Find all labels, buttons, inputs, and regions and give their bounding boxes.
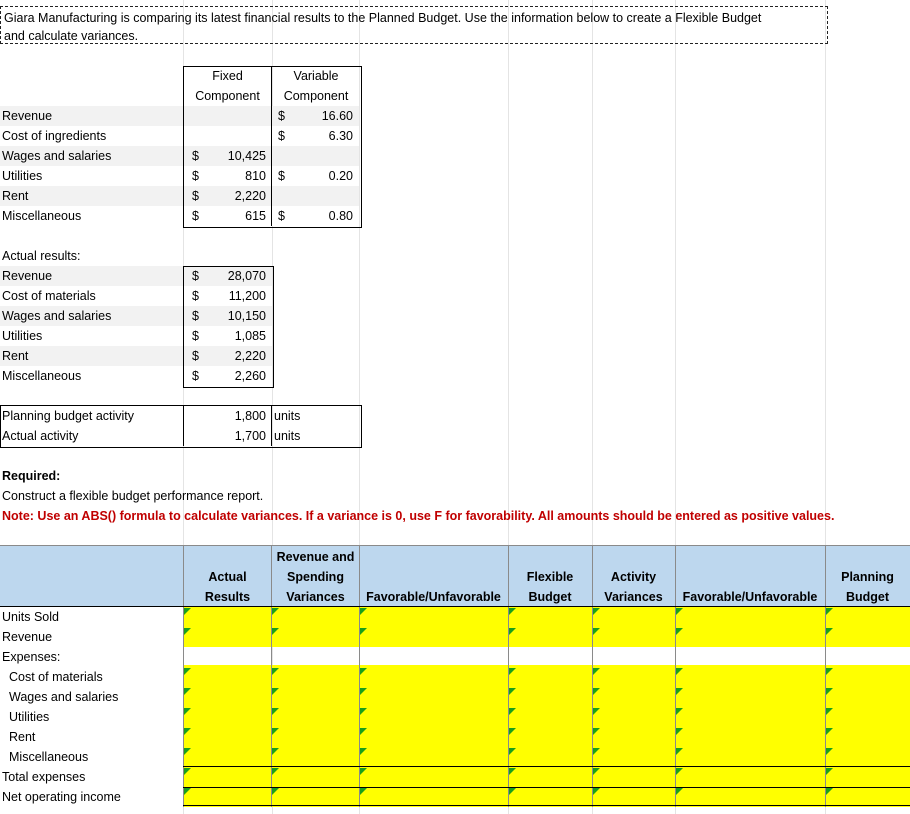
- comment-flag-icon: [826, 628, 833, 635]
- report-input-cell[interactable]: [271, 707, 359, 727]
- actual-row-label: Rent: [2, 349, 29, 363]
- comment-flag-icon: [509, 708, 516, 715]
- comment-flag-icon: [593, 668, 600, 675]
- comment-flag-icon: [509, 728, 516, 735]
- report-input-cell[interactable]: [592, 787, 675, 807]
- comment-flag-icon: [509, 668, 516, 675]
- report-input-cell[interactable]: [359, 747, 508, 767]
- report-input-cell[interactable]: [825, 787, 910, 807]
- comment-flag-icon: [509, 788, 516, 795]
- actual-row-label: Revenue: [2, 269, 53, 283]
- currency-symbol: $: [278, 209, 285, 223]
- comment-flag-icon: [593, 708, 600, 715]
- report-input-cell[interactable]: [183, 687, 271, 707]
- report-input-cell[interactable]: [271, 767, 359, 787]
- report-input-cell[interactable]: [183, 707, 271, 727]
- report-input-cell[interactable]: [592, 747, 675, 767]
- report-input-cell[interactable]: [508, 767, 592, 787]
- report-input-cell[interactable]: [508, 607, 592, 627]
- comment-flag-icon: [184, 748, 191, 755]
- actual-row-label: Cost of materials: [2, 289, 96, 303]
- report-row-label: Rent: [9, 730, 36, 744]
- report-input-cell[interactable]: [359, 607, 508, 627]
- report-input-cell[interactable]: [675, 607, 825, 627]
- intro-textbox: [0, 6, 828, 44]
- actual-value: 1,085: [234, 329, 266, 343]
- report-input-cell[interactable]: [675, 767, 825, 787]
- report-row-label: Units Sold: [2, 610, 59, 624]
- comment-flag-icon: [826, 788, 833, 795]
- cost-row-label: Utilities: [2, 169, 43, 183]
- col-header-favorable-unfavorable-2: Favorable/Unfavorable: [682, 590, 818, 604]
- report-input-cell[interactable]: [359, 707, 508, 727]
- report-input-cell[interactable]: [825, 727, 910, 747]
- actual-row-label: Miscellaneous: [2, 369, 82, 383]
- variable-value: 16.60: [321, 109, 353, 123]
- report-input-cell[interactable]: [359, 787, 508, 807]
- comment-flag-icon: [593, 788, 600, 795]
- comment-flag-icon: [272, 688, 279, 695]
- comment-flag-icon: [360, 748, 367, 755]
- comment-flag-icon: [593, 728, 600, 735]
- comment-flag-icon: [360, 708, 367, 715]
- report-input-cell[interactable]: [825, 707, 910, 727]
- actual-value: 2,260: [234, 369, 266, 383]
- comment-flag-icon: [360, 688, 367, 695]
- report-row-label: Miscellaneous: [9, 750, 89, 764]
- report-input-cell[interactable]: [271, 607, 359, 627]
- intro-line-2: and calculate variances.: [4, 29, 139, 43]
- comment-flag-icon: [272, 668, 279, 675]
- currency-symbol: $: [278, 129, 285, 143]
- comment-flag-icon: [360, 768, 367, 775]
- currency-symbol: $: [192, 349, 199, 363]
- report-input-cell[interactable]: [675, 627, 825, 647]
- comment-flag-icon: [826, 708, 833, 715]
- comment-flag-icon: [360, 728, 367, 735]
- report-input-cell[interactable]: [183, 767, 271, 787]
- actual-row-label: Wages and salaries: [2, 309, 112, 323]
- comment-flag-icon: [184, 788, 191, 795]
- col-header-planning-budget: Planning Budget: [841, 570, 894, 604]
- report-input-cell[interactable]: [675, 707, 825, 727]
- comment-flag-icon: [509, 768, 516, 775]
- comment-flag-icon: [360, 788, 367, 795]
- report-input-cell[interactable]: [183, 607, 271, 627]
- comment-flag-icon: [184, 768, 191, 775]
- report-input-cell[interactable]: [183, 667, 271, 687]
- comment-flag-icon: [272, 708, 279, 715]
- report-input-cell[interactable]: [675, 787, 825, 807]
- report-row-label: Net operating income: [2, 790, 121, 804]
- comment-flag-icon: [509, 748, 516, 755]
- comment-flag-icon: [272, 628, 279, 635]
- activity-label: Planning budget activity: [2, 409, 135, 423]
- activity-value: 1,700: [234, 429, 266, 443]
- currency-symbol: $: [192, 269, 199, 283]
- report-row-label: Total expenses: [2, 770, 86, 784]
- currency-symbol: $: [192, 189, 199, 203]
- comment-flag-icon: [826, 608, 833, 615]
- report-input-cell[interactable]: [271, 667, 359, 687]
- report-input-cell[interactable]: [675, 747, 825, 767]
- intro-line-1: Giara Manufacturing is comparing its latest financial results to the Planned Budget. Use the information below to create a Flexible Budget: [4, 11, 762, 25]
- col-header-activity-variances: Activity Variances: [604, 570, 663, 604]
- actual-row-label: Utilities: [2, 329, 43, 343]
- report-input-cell[interactable]: [359, 687, 508, 707]
- comment-flag-icon: [593, 768, 600, 775]
- comment-flag-icon: [360, 608, 367, 615]
- report-row-label: Wages and salaries: [9, 690, 119, 704]
- comment-flag-icon: [826, 728, 833, 735]
- report-input-cell[interactable]: [271, 747, 359, 767]
- report-input-cell[interactable]: [508, 707, 592, 727]
- currency-symbol: $: [192, 309, 199, 323]
- comment-flag-icon: [272, 768, 279, 775]
- actual-value: 28,070: [227, 269, 266, 283]
- report-input-cell[interactable]: [508, 787, 592, 807]
- comment-flag-icon: [272, 728, 279, 735]
- fixed-value: 615: [245, 209, 266, 223]
- comment-flag-icon: [593, 748, 600, 755]
- fixed-header-2: Component: [195, 89, 260, 103]
- report-input-cell[interactable]: [592, 687, 675, 707]
- activity-value: 1,800: [234, 409, 266, 423]
- col-header-flexible-budget: Flexible Budget: [526, 570, 574, 604]
- required-title: Required:: [2, 469, 61, 483]
- fixed-value: 810: [245, 169, 266, 183]
- comment-flag-icon: [676, 748, 683, 755]
- comment-flag-icon: [184, 708, 191, 715]
- actual-value: 2,220: [234, 349, 266, 363]
- report-input-cell[interactable]: [675, 687, 825, 707]
- actual-value: 11,200: [228, 289, 266, 303]
- comment-flag-icon: [676, 668, 683, 675]
- currency-symbol: $: [192, 369, 199, 383]
- comment-flag-icon: [509, 608, 516, 615]
- required-note: Note: Use an ABS() formula to calculate variances. If a variance is 0, use F for favorability. All amounts should be entered as positive values.: [2, 509, 835, 523]
- variable-value: 0.80: [328, 209, 353, 223]
- report-input-cell[interactable]: [359, 767, 508, 787]
- report-row-label: Utilities: [9, 710, 50, 724]
- comment-flag-icon: [826, 748, 833, 755]
- report-input-cell[interactable]: [508, 727, 592, 747]
- comment-flag-icon: [184, 628, 191, 635]
- report-input-cell[interactable]: [825, 607, 910, 627]
- report-input-cell[interactable]: [271, 787, 359, 807]
- comment-flag-icon: [184, 668, 191, 675]
- comment-flag-icon: [826, 768, 833, 775]
- comment-flag-icon: [360, 628, 367, 635]
- report-input-cell[interactable]: [183, 627, 271, 647]
- variable-header-2: Component: [283, 89, 349, 103]
- comment-flag-icon: [509, 628, 516, 635]
- comment-flag-icon: [676, 768, 683, 775]
- fixed-header-1: Fixed: [212, 69, 243, 83]
- comment-flag-icon: [676, 688, 683, 695]
- comment-flag-icon: [593, 688, 600, 695]
- report-input-cell[interactable]: [592, 767, 675, 787]
- fixed-value: 2,220: [234, 189, 266, 203]
- col-header-favorable-unfavorable-1: Favorable/Unfavorable: [366, 590, 501, 604]
- report-input-cell[interactable]: [825, 747, 910, 767]
- currency-symbol: $: [192, 169, 199, 183]
- report-input-cell[interactable]: [271, 627, 359, 647]
- report-input-cell[interactable]: [359, 727, 508, 747]
- fixed-value: 10,425: [227, 149, 266, 163]
- comment-flag-icon: [184, 608, 191, 615]
- required-instruction: Construct a flexible budget performance report.: [2, 489, 264, 503]
- report-row-label: Expenses:: [2, 650, 61, 664]
- report-input-cell[interactable]: [359, 627, 508, 647]
- comment-flag-icon: [509, 688, 516, 695]
- actual-value: 10,150: [227, 309, 266, 323]
- comment-flag-icon: [272, 608, 279, 615]
- activity-label: Actual activity: [2, 429, 79, 443]
- report-row-label: Cost of materials: [9, 670, 103, 684]
- comment-flag-icon: [826, 688, 833, 695]
- actual-results-title: Actual results:: [2, 249, 81, 263]
- report-input-cell[interactable]: [359, 667, 508, 687]
- comment-flag-icon: [676, 608, 683, 615]
- report-input-cell[interactable]: [592, 727, 675, 747]
- cost-row-label: Wages and salaries: [2, 149, 112, 163]
- report-input-cell[interactable]: [825, 667, 910, 687]
- report-input-cell[interactable]: [508, 687, 592, 707]
- comment-flag-icon: [272, 748, 279, 755]
- comment-flag-icon: [676, 628, 683, 635]
- comment-flag-icon: [826, 668, 833, 675]
- variable-value: 0.20: [328, 169, 353, 183]
- comment-flag-icon: [676, 728, 683, 735]
- report-input-cell[interactable]: [825, 767, 910, 787]
- report-row-label: Revenue: [2, 630, 53, 644]
- cost-row-label: Rent: [2, 189, 29, 203]
- report-input-cell[interactable]: [592, 667, 675, 687]
- comment-flag-icon: [676, 788, 683, 795]
- report-input-cell[interactable]: [675, 727, 825, 747]
- activity-unit: units: [274, 429, 301, 443]
- comment-flag-icon: [593, 628, 600, 635]
- report-input-cell[interactable]: [271, 687, 359, 707]
- cost-row-label: Miscellaneous: [2, 209, 82, 223]
- report-input-cell[interactable]: [271, 727, 359, 747]
- cost-row-label: Cost of ingredients: [2, 129, 107, 143]
- comment-flag-icon: [184, 688, 191, 695]
- variable-value: 6.30: [328, 129, 353, 143]
- col-header-revenue-spending-variances: Revenue and Spending Variances: [276, 550, 355, 604]
- comment-flag-icon: [360, 668, 367, 675]
- report-input-cell[interactable]: [825, 627, 910, 647]
- currency-symbol: $: [278, 169, 285, 183]
- report-input-cell[interactable]: [825, 687, 910, 707]
- currency-symbol: $: [278, 109, 285, 123]
- report-input-cell[interactable]: [675, 667, 825, 687]
- currency-symbol: $: [192, 209, 199, 223]
- currency-symbol: $: [192, 289, 199, 303]
- col-header-actual: Actual Results: [204, 570, 251, 604]
- report-input-cell[interactable]: [592, 607, 675, 627]
- report-input-cell[interactable]: [508, 627, 592, 647]
- report-input-cell[interactable]: [183, 747, 271, 767]
- report-input-cell[interactable]: [508, 747, 592, 767]
- comment-flag-icon: [272, 788, 279, 795]
- report-input-cell[interactable]: [183, 727, 271, 747]
- comment-flag-icon: [593, 608, 600, 615]
- currency-symbol: $: [192, 149, 199, 163]
- currency-symbol: $: [192, 329, 199, 343]
- comment-flag-icon: [676, 708, 683, 715]
- report-input-cell[interactable]: [508, 667, 592, 687]
- report-input-cell[interactable]: [183, 787, 271, 807]
- report-input-cell[interactable]: [592, 627, 675, 647]
- cost-row-label: Revenue: [2, 109, 53, 123]
- report-input-cell[interactable]: [592, 707, 675, 727]
- comment-flag-icon: [184, 728, 191, 735]
- variable-header-1: Variable: [293, 69, 339, 83]
- activity-unit: units: [274, 409, 301, 423]
